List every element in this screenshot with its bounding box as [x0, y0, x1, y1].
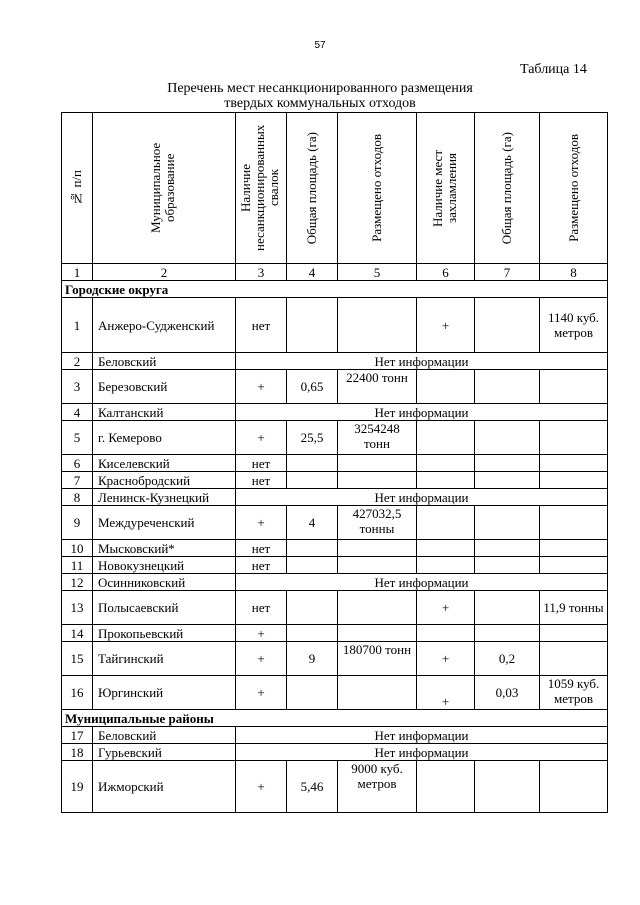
municipality-name: Новокузнецкий [93, 557, 236, 574]
dumps-waste-cell [338, 557, 417, 574]
dumps-area-cell [287, 625, 338, 642]
littering-waste-cell: 1140 куб. метров [540, 298, 608, 353]
header-cell: Размещено отходов [338, 113, 417, 264]
littering-waste-cell [540, 557, 608, 574]
table-row [62, 744, 608, 761]
row-number: 13 [62, 591, 93, 625]
header-cell: Муниципальное образование [93, 113, 236, 264]
no-info-cell: Нет информации [236, 727, 608, 744]
row-number: 16 [62, 676, 93, 710]
littering-presence-cell [417, 370, 475, 404]
header-cell: Общая площадь (га) [287, 113, 338, 264]
row-number: 12 [62, 574, 93, 591]
row-number: 5 [62, 421, 93, 455]
littering-waste-cell: 1059 куб. метров [540, 676, 608, 710]
littering-area-cell [475, 421, 540, 455]
dumps-area-cell [287, 676, 338, 710]
header-cell: Размещено отходов [540, 113, 608, 264]
no-info-cell: Нет информации [236, 744, 608, 761]
littering-presence-cell: + [417, 642, 475, 676]
table-row [62, 370, 608, 404]
row-number: 11 [62, 557, 93, 574]
littering-waste-cell: 11,9 тонны [540, 591, 608, 625]
section-heading: Городские округа [62, 281, 608, 298]
column-number: 5 [338, 264, 417, 281]
column-number: 2 [93, 264, 236, 281]
littering-waste-cell [540, 421, 608, 455]
littering-presence-cell: + [417, 676, 475, 710]
dumps-presence-cell: нет [236, 298, 287, 353]
row-number: 18 [62, 744, 93, 761]
littering-presence-cell [417, 761, 475, 813]
dumps-area-cell [287, 472, 338, 489]
column-number: 7 [475, 264, 540, 281]
municipality-name: Беловский [93, 353, 236, 370]
littering-waste-cell [540, 370, 608, 404]
littering-presence-cell [417, 421, 475, 455]
header-cell: Наличие мест захламления [417, 113, 475, 264]
row-number: 1 [62, 298, 93, 353]
table-title [0, 81, 640, 111]
row-number: 15 [62, 642, 93, 676]
row-number: 4 [62, 404, 93, 421]
littering-area-cell [475, 540, 540, 557]
header-row [62, 113, 608, 264]
page-number: 57 [314, 40, 326, 51]
row-number: 10 [62, 540, 93, 557]
dumps-area-cell: 0,65 [287, 370, 338, 404]
title-line-1: Перечень мест несанкционированного размещения [167, 81, 473, 96]
dumps-area-cell [287, 540, 338, 557]
littering-waste-cell [540, 625, 608, 642]
municipality-name: Гурьевский [93, 744, 236, 761]
column-number-row [62, 264, 608, 281]
dumps-waste-cell [338, 455, 417, 472]
municipality-name: Калтанский [93, 404, 236, 421]
dumps-waste-cell [338, 591, 417, 625]
dumps-area-cell: 9 [287, 642, 338, 676]
table-row [62, 574, 608, 591]
dumps-presence-cell: + [236, 421, 287, 455]
row-number: 17 [62, 727, 93, 744]
littering-area-cell: 0,2 [475, 642, 540, 676]
no-info-cell: Нет информации [236, 574, 608, 591]
dumps-presence-cell: нет [236, 540, 287, 557]
waste-sites-table [61, 112, 608, 813]
littering-area-cell [475, 472, 540, 489]
dumps-area-cell [287, 591, 338, 625]
littering-presence-cell [417, 625, 475, 642]
dumps-area-cell [287, 557, 338, 574]
column-number: 4 [287, 264, 338, 281]
header-cell: Общая площадь (га) [475, 113, 540, 264]
no-info-cell: Нет информации [236, 353, 608, 370]
row-number: 6 [62, 455, 93, 472]
dumps-waste-cell: 180700 тонн [338, 642, 417, 676]
dumps-presence-cell: нет [236, 472, 287, 489]
littering-presence-cell [417, 455, 475, 472]
littering-waste-cell [540, 455, 608, 472]
littering-area-cell [475, 298, 540, 353]
littering-waste-cell [540, 506, 608, 540]
littering-area-cell [475, 557, 540, 574]
municipality-name: Юргинский [93, 676, 236, 710]
dumps-presence-cell: + [236, 625, 287, 642]
row-number: 19 [62, 761, 93, 813]
table-row [62, 625, 608, 642]
municipality-name: Беловский [93, 727, 236, 744]
dumps-area-cell: 4 [287, 506, 338, 540]
dumps-presence-cell: нет [236, 591, 287, 625]
table-row [62, 455, 608, 472]
table-label: Таблица 14 [520, 62, 587, 77]
dumps-waste-cell: 427032,5 тонны [338, 506, 417, 540]
littering-presence-cell [417, 557, 475, 574]
section-row [62, 281, 608, 298]
table-row [62, 591, 608, 625]
table-row [62, 642, 608, 676]
table-row [62, 506, 608, 540]
column-number: 6 [417, 264, 475, 281]
dumps-presence-cell: + [236, 761, 287, 813]
dumps-waste-cell: 9000 куб. метров [338, 761, 417, 813]
municipality-name: Березовский [93, 370, 236, 404]
section-heading: Муниципальные районы [62, 710, 608, 727]
dumps-presence-cell: нет [236, 557, 287, 574]
municipality-name: Прокопьевский [93, 625, 236, 642]
dumps-waste-cell [338, 298, 417, 353]
table-row [62, 727, 608, 744]
table-row [62, 353, 608, 370]
littering-waste-cell [540, 761, 608, 813]
dumps-waste-cell [338, 540, 417, 557]
littering-presence-cell [417, 506, 475, 540]
littering-area-cell [475, 370, 540, 404]
littering-waste-cell [540, 642, 608, 676]
littering-area-cell: 0,03 [475, 676, 540, 710]
littering-waste-cell [540, 472, 608, 489]
littering-area-cell [475, 455, 540, 472]
littering-area-cell [475, 506, 540, 540]
row-number: 3 [62, 370, 93, 404]
table-row [62, 472, 608, 489]
table-row [62, 404, 608, 421]
title-line-2: твердых коммунальных отходов [224, 96, 416, 111]
municipality-name: Ленинск-Кузнецкий [93, 489, 236, 506]
dumps-area-cell [287, 455, 338, 472]
littering-area-cell [475, 591, 540, 625]
dumps-waste-cell: 3254248 тонн [338, 421, 417, 455]
row-number: 8 [62, 489, 93, 506]
table-row [62, 298, 608, 353]
municipality-name: Киселевский [93, 455, 236, 472]
header-cell: № п/п [62, 113, 93, 264]
column-number: 3 [236, 264, 287, 281]
municipality-name: Анжеро-Судженский [93, 298, 236, 353]
littering-waste-cell [540, 540, 608, 557]
row-number: 2 [62, 353, 93, 370]
dumps-waste-cell [338, 472, 417, 489]
dumps-waste-cell [338, 676, 417, 710]
littering-area-cell [475, 761, 540, 813]
dumps-area-cell: 25,5 [287, 421, 338, 455]
no-info-cell: Нет информации [236, 489, 608, 506]
no-info-cell: Нет информации [236, 404, 608, 421]
table-row [62, 421, 608, 455]
header-cell: Наличие несанкционированных свалок [236, 113, 287, 264]
municipality-name: Краснобродский [93, 472, 236, 489]
column-number: 1 [62, 264, 93, 281]
dumps-presence-cell: + [236, 506, 287, 540]
littering-presence-cell [417, 472, 475, 489]
dumps-presence-cell: + [236, 676, 287, 710]
row-number: 7 [62, 472, 93, 489]
municipality-name: г. Кемерово [93, 421, 236, 455]
section-row [62, 710, 608, 727]
table-row [62, 676, 608, 710]
table-row [62, 540, 608, 557]
table-row [62, 489, 608, 506]
municipality-name: Мысковский* [93, 540, 236, 557]
municipality-name: Ижморский [93, 761, 236, 813]
littering-presence-cell [417, 540, 475, 557]
municipality-name: Полысаевский [93, 591, 236, 625]
table-row [62, 557, 608, 574]
dumps-presence-cell: нет [236, 455, 287, 472]
column-number: 8 [540, 264, 608, 281]
table-row [62, 761, 608, 813]
municipality-name: Осинниковский [93, 574, 236, 591]
dumps-waste-cell [338, 625, 417, 642]
littering-presence-cell: + [417, 591, 475, 625]
littering-presence-cell: + [417, 298, 475, 353]
dumps-presence-cell: + [236, 642, 287, 676]
dumps-presence-cell: + [236, 370, 287, 404]
municipality-name: Междуреченский [93, 506, 236, 540]
dumps-area-cell: 5,46 [287, 761, 338, 813]
municipality-name: Тайгинский [93, 642, 236, 676]
dumps-area-cell [287, 298, 338, 353]
dumps-waste-cell: 22400 тонн [338, 370, 417, 404]
row-number: 9 [62, 506, 93, 540]
littering-area-cell [475, 625, 540, 642]
row-number: 14 [62, 625, 93, 642]
